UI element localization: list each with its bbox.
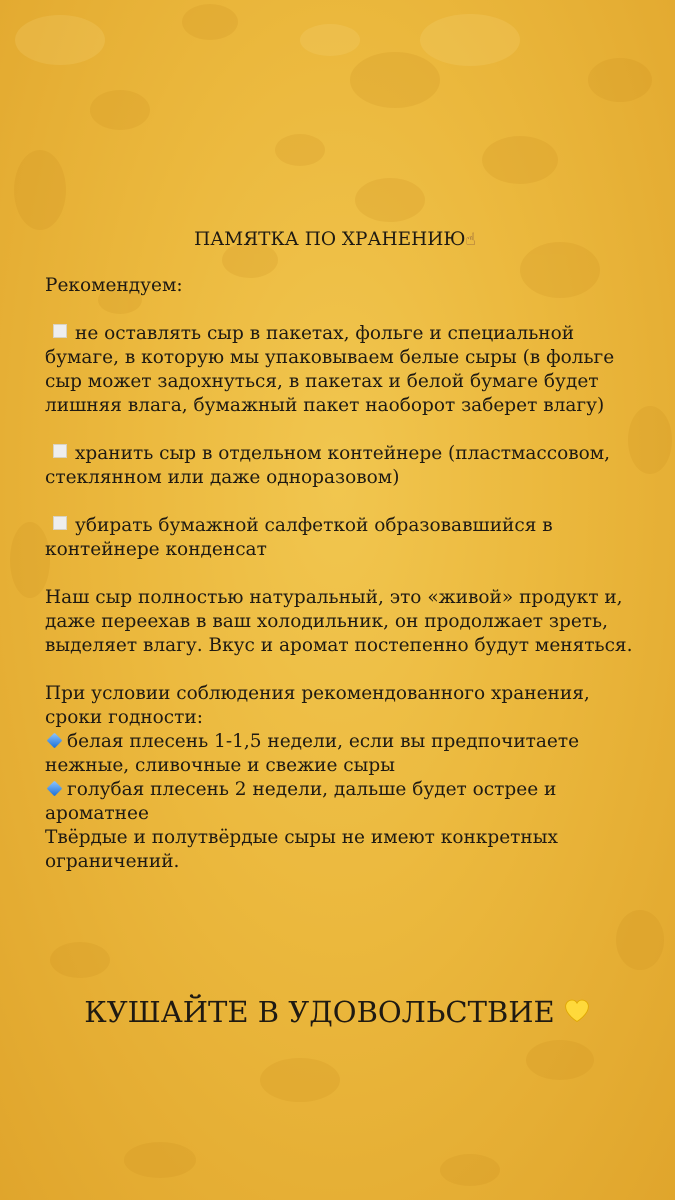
bullet-text: хранить сыр в отдельном контейнере (пластмассовом, стеклянном или даже одноразовом): [45, 443, 611, 488]
white-square-icon: [53, 324, 67, 338]
bullet-item: [45, 514, 645, 562]
shelf-life-item: [45, 778, 645, 826]
footer-wish: [0, 995, 675, 1029]
bullet-text: убирать бумажной салфеткой образовавшийся в контейнере конденсат: [45, 515, 553, 560]
blue-diamond-icon: [47, 781, 63, 797]
white-square-icon: [53, 444, 67, 458]
bullet-item: [45, 322, 645, 418]
shelf-life-text: белая плесень 1-1,5 недели, если вы предпочитаете нежные, сливочные и свежие сыры: [45, 731, 580, 776]
pointing-up-hand-icon: ☝: [465, 230, 476, 250]
white-square-icon: [53, 516, 67, 530]
blue-diamond-icon: [47, 733, 63, 749]
yellow-heart-icon: [563, 997, 591, 1025]
shelf-life-text: голубая плесень 2 недели, дальше будет острее и ароматнее: [45, 779, 557, 824]
bullet-text: не оставлять сыр в пакетах, фольге и специальной бумаге, в которую мы упаковываем белые сыры (в фольге сыр может задохнуться, в пакетах и белой бумаге будет лишняя влага, бумажный пакет наоборот заберет влагу): [45, 323, 615, 416]
memo-title: [45, 228, 645, 252]
recommend-heading: Рекомендуем:: [45, 275, 183, 296]
footer-text: КУШАЙТЕ В УДОВОЛЬСТВИЕ: [84, 995, 555, 1029]
shelf-life-item: [45, 730, 645, 778]
shelf-life-note: Твёрдые и полутвёрдые сыры не имеют конкретных ограничений.: [45, 827, 558, 872]
natural-paragraph: Наш сыр полностью натуральный, это «живой» продукт и, даже переехав в ваш холодильник, он продолжает зреть, выделяет влагу. Вкус и аромат постепенно будут меняться.: [45, 587, 633, 656]
storage-memo: [45, 228, 645, 874]
bullet-item: [45, 442, 645, 490]
shelf-life-intro: При условии соблюдения рекомендованного хранения, сроки годности:: [45, 683, 590, 728]
memo-title-text: ПАМЯТКА ПО ХРАНЕНИЮ: [194, 229, 466, 250]
